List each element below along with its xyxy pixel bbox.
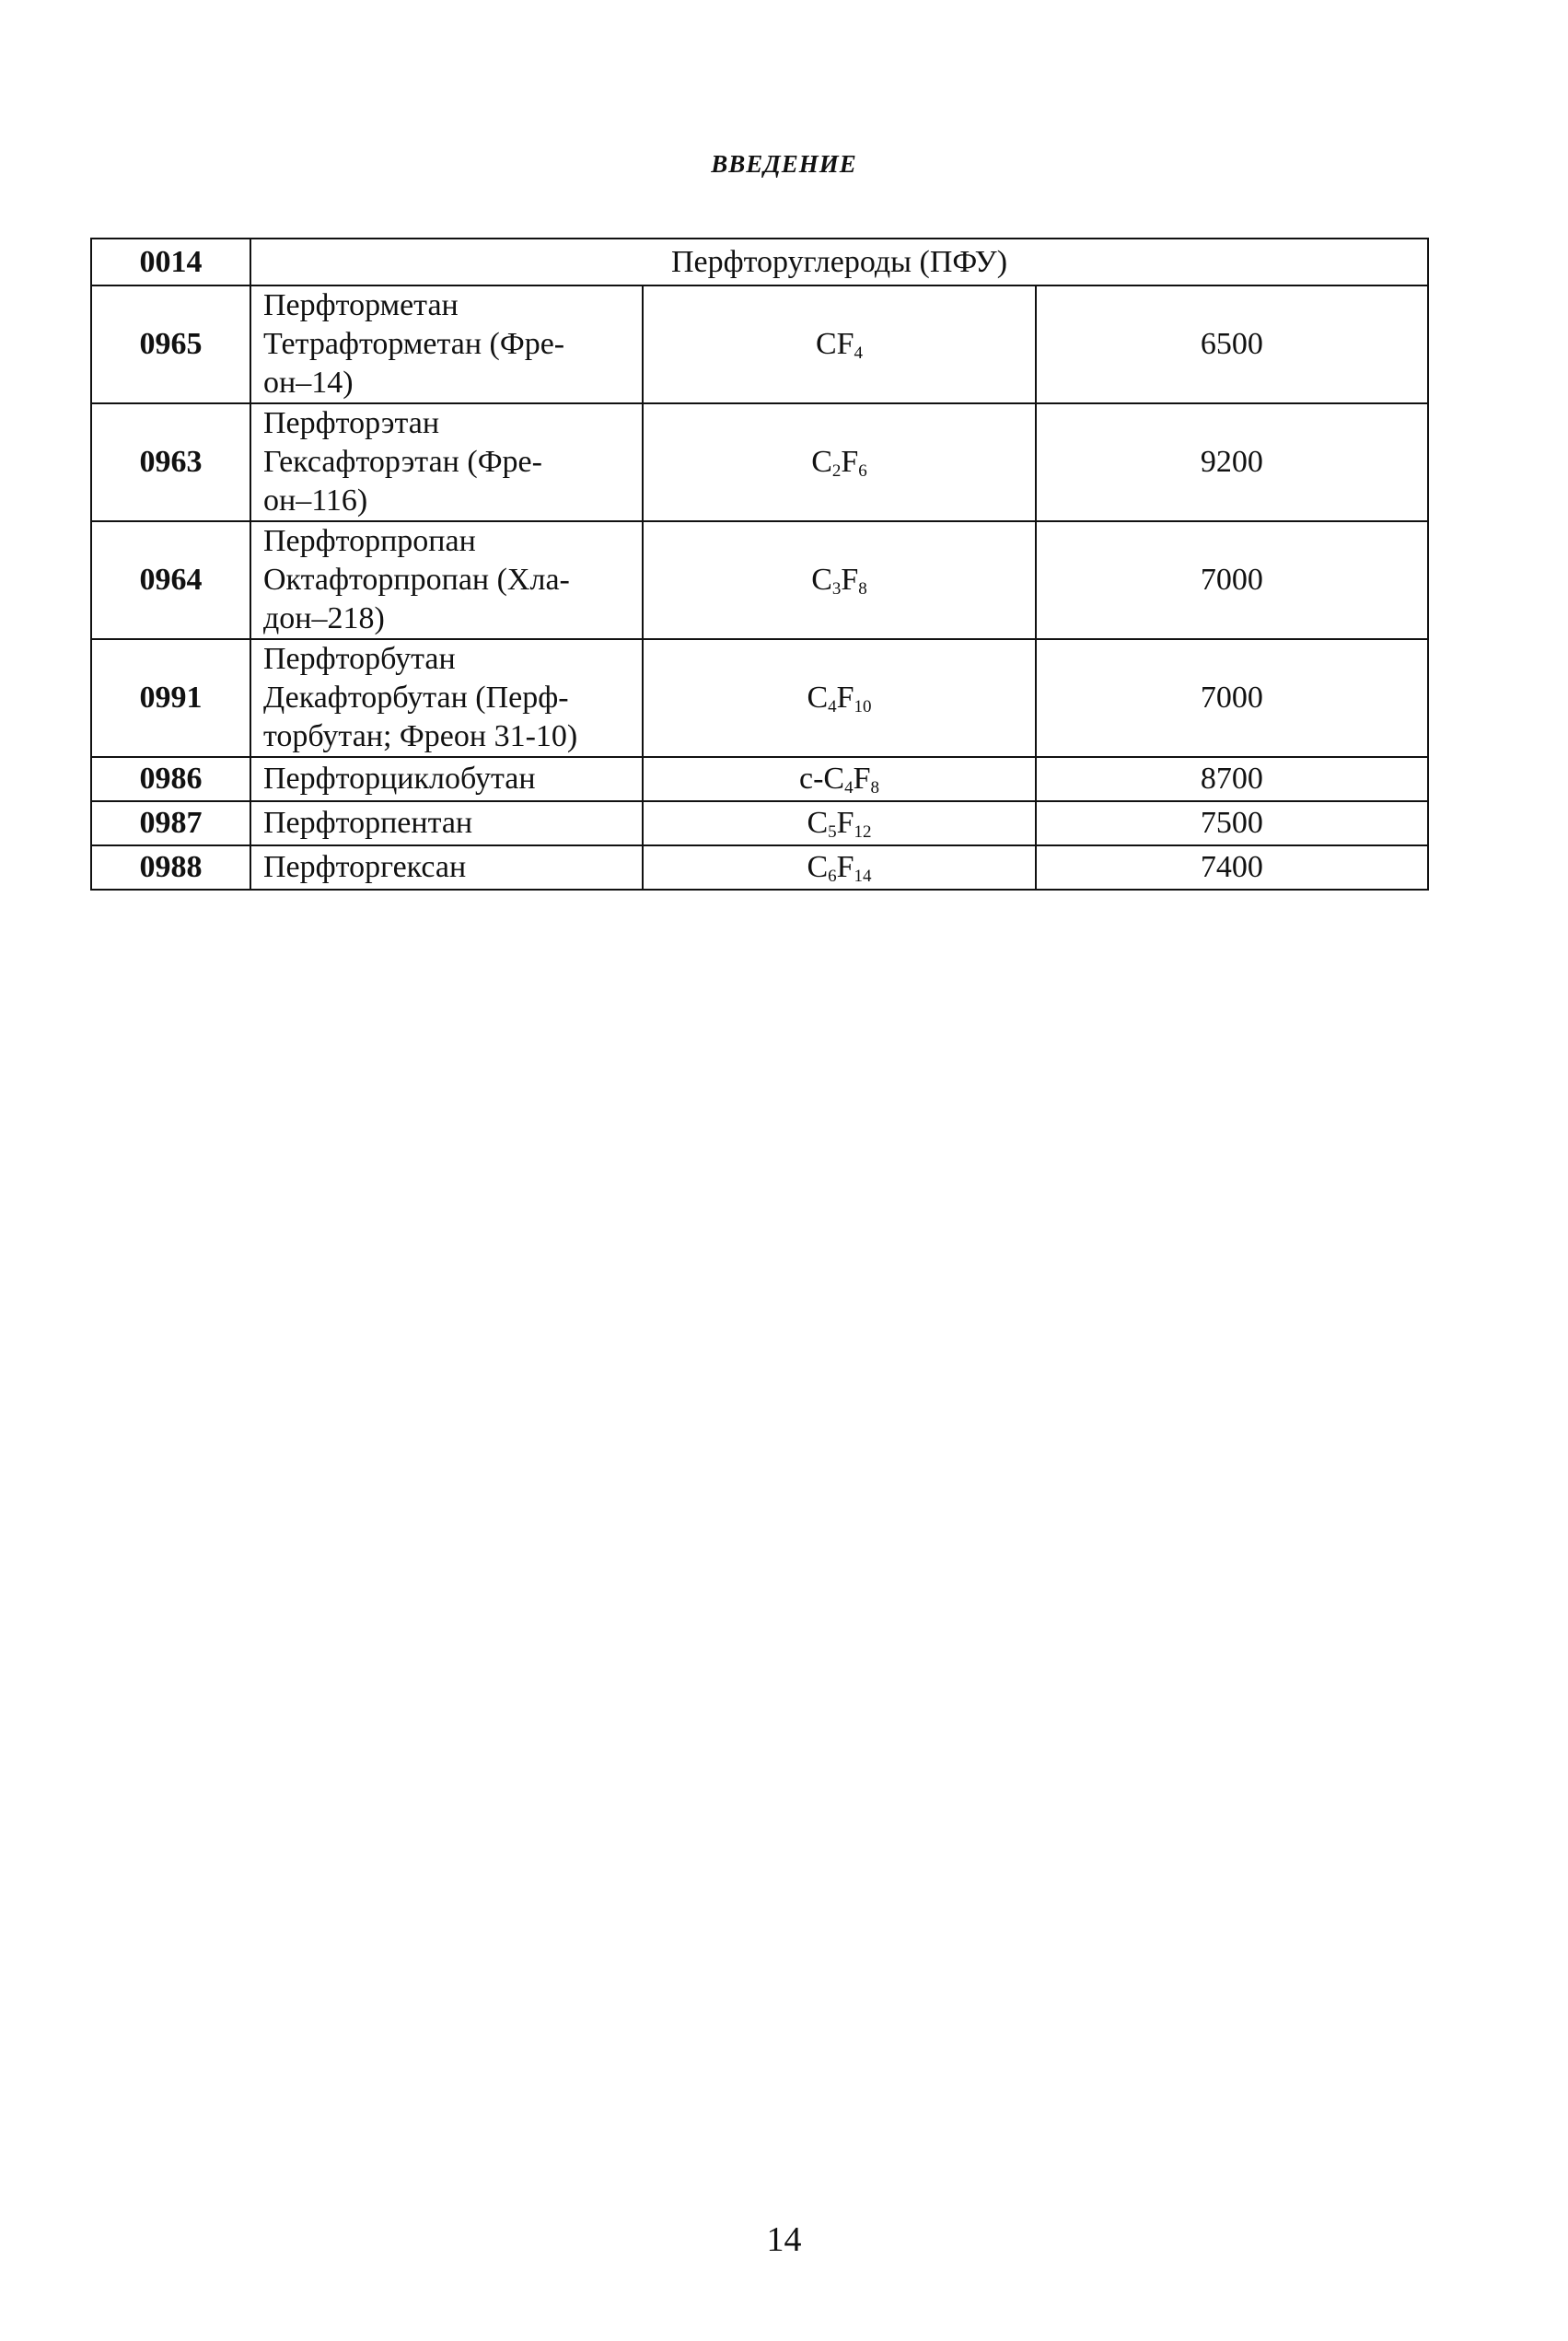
substance-name bbox=[250, 801, 643, 845]
substance-name-line: Перфторбутан Декафторбутан (Перф- bbox=[263, 642, 569, 715]
substance-value: 7400 bbox=[1036, 845, 1428, 890]
formula-subscript: 10 bbox=[854, 697, 872, 716]
formula-element: CF bbox=[815, 327, 854, 361]
formula-subscript: 6 bbox=[828, 867, 837, 886]
table-row bbox=[91, 845, 1428, 890]
group-row bbox=[91, 239, 1428, 285]
chemical-formula bbox=[643, 801, 1035, 845]
table-row bbox=[91, 285, 1428, 403]
substance-code: 0986 bbox=[91, 757, 250, 801]
formula-subscript: 14 bbox=[854, 867, 872, 886]
formula-element: F bbox=[836, 681, 854, 715]
table-row bbox=[91, 801, 1428, 845]
section-header: ВВЕДЕНИЕ bbox=[711, 150, 857, 178]
chemical-formula bbox=[643, 403, 1035, 521]
substance-code: 0963 bbox=[91, 403, 250, 521]
substance-name-line: Перфторэтан Гексафторэтан (Фре- bbox=[263, 406, 542, 479]
substance-name bbox=[250, 845, 643, 890]
formula-subscript: 4 bbox=[854, 344, 864, 363]
substance-name-line: Перфторгексан bbox=[263, 850, 467, 884]
chemical-formula bbox=[643, 845, 1035, 890]
formula-subscript: 8 bbox=[858, 579, 867, 599]
chemical-formula bbox=[643, 521, 1035, 639]
substance-value: 9200 bbox=[1036, 403, 1428, 521]
chemical-formula bbox=[643, 285, 1035, 403]
substance-name-line: Перфторпентан bbox=[263, 806, 473, 840]
formula-element: F bbox=[836, 806, 854, 840]
substance-name-line: Перфторметан Тетрафторметан (Фре- bbox=[263, 288, 565, 361]
substance-code: 0987 bbox=[91, 801, 250, 845]
formula-element: C bbox=[807, 681, 829, 715]
formula-subscript: 4 bbox=[844, 778, 854, 798]
substance-name bbox=[250, 521, 643, 639]
substance-value: 7000 bbox=[1036, 521, 1428, 639]
table-row bbox=[91, 639, 1428, 757]
substance-code: 0988 bbox=[91, 845, 250, 890]
formula-subscript: 4 bbox=[828, 697, 837, 716]
page-number: 14 bbox=[766, 2220, 802, 2259]
formula-element: C bbox=[811, 445, 832, 479]
formula-element: C bbox=[811, 563, 832, 597]
substance-name-line: торбутан; Фреон 31-10) bbox=[263, 719, 578, 753]
substance-name-line: он–14) bbox=[263, 366, 354, 400]
formula-subscript: 3 bbox=[831, 579, 842, 599]
substance-name-line: Перфторпропан Октафторпропан (Хла- bbox=[263, 524, 570, 597]
substance-name bbox=[250, 639, 643, 757]
formula-element: F bbox=[841, 445, 859, 479]
substance-name bbox=[250, 757, 643, 801]
formula-subscript: 8 bbox=[870, 778, 879, 798]
formula-subscript: 2 bbox=[831, 461, 842, 481]
substance-code: 0964 bbox=[91, 521, 250, 639]
substance-name-line: он–116) bbox=[263, 483, 368, 518]
table-row bbox=[91, 403, 1428, 521]
substance-value: 7000 bbox=[1036, 639, 1428, 757]
substance-value: 7500 bbox=[1036, 801, 1428, 845]
chemical-formula bbox=[643, 639, 1035, 757]
formula-element: C bbox=[807, 806, 829, 840]
substance-name bbox=[250, 285, 643, 403]
table-row bbox=[91, 757, 1428, 801]
substance-value: 6500 bbox=[1036, 285, 1428, 403]
chemical-formula bbox=[643, 757, 1035, 801]
formula-subscript: 6 bbox=[858, 461, 867, 481]
group-name: Перфторуглероды (ПФУ) bbox=[250, 239, 1428, 285]
substances-table bbox=[90, 238, 1429, 891]
formula-element: F bbox=[841, 563, 859, 597]
formula-element: C bbox=[807, 850, 829, 884]
substance-code: 0965 bbox=[91, 285, 250, 403]
formula-subscript: 5 bbox=[828, 822, 837, 842]
substance-name-line: Перфторциклобутан bbox=[263, 762, 536, 796]
formula-subscript: 12 bbox=[854, 822, 872, 842]
group-code: 0014 bbox=[91, 239, 250, 285]
formula-element: F bbox=[836, 850, 854, 884]
substance-code: 0991 bbox=[91, 639, 250, 757]
substance-name-line: дон–218) bbox=[263, 601, 385, 635]
formula-element: F bbox=[853, 762, 871, 796]
formula-element: c-C bbox=[798, 762, 845, 796]
table-row bbox=[91, 521, 1428, 639]
substance-name bbox=[250, 403, 643, 521]
substance-value: 8700 bbox=[1036, 757, 1428, 801]
